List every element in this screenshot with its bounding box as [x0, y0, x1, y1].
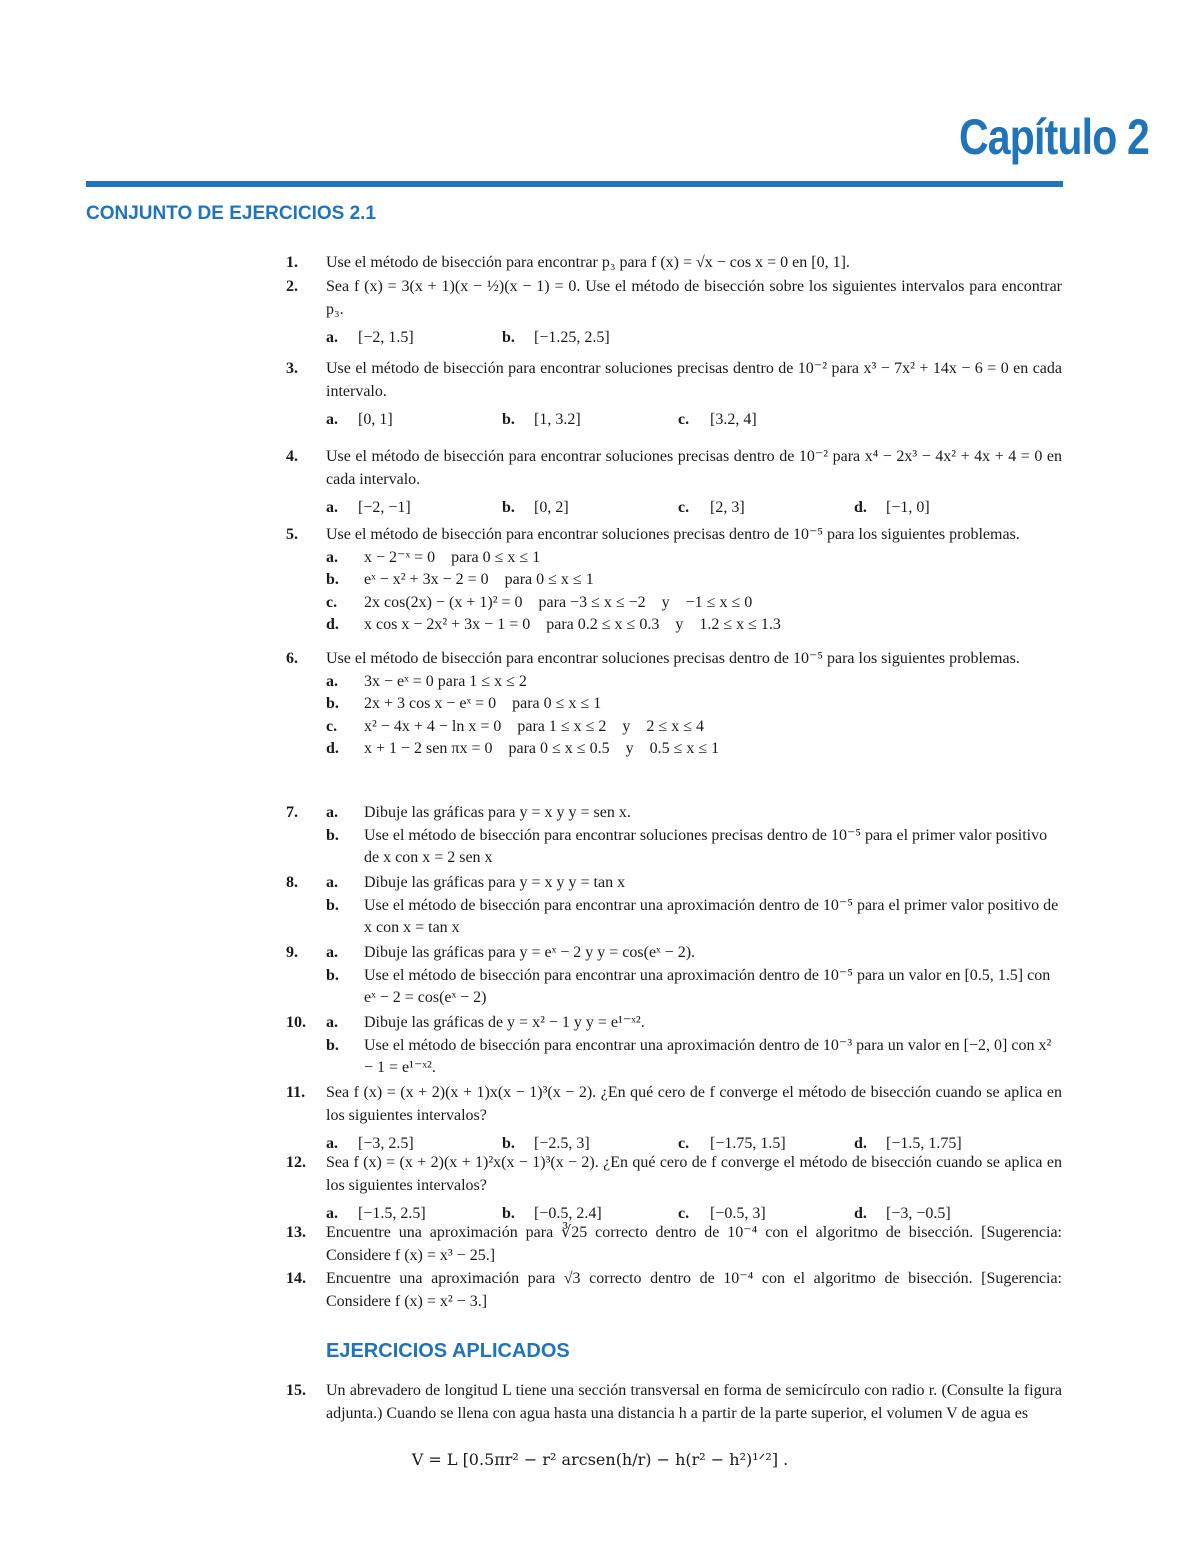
sub-letter: d.	[326, 740, 339, 757]
sub-equation: x + 1 − 2 sen πx = 0 para 0 ≤ x ≤ 0.5 y 0.5 ≤ x ≤ 1	[364, 740, 720, 757]
title-rule	[86, 181, 1063, 187]
option-interval: [0, 2]	[534, 499, 569, 516]
exercise-text: Encuentre una aproximación para ∛25 correcto dentro de 10⁻⁴ con el algoritmo de bisección. [Sugerencia: Considere f (x) = x³ − 25.]	[326, 1224, 1062, 1264]
exercise-number: 7.	[286, 804, 298, 821]
option-interval: [1, 3.2]	[534, 411, 581, 428]
exercise-text: Encuentre una aproximación para √3 correcto dentro de 10⁻⁴ con el algoritmo de bisección. [Sugerencia: Considere f (x) = x² − 3.]	[326, 1270, 1062, 1310]
exercise-1	[286, 252, 1062, 275]
part-letter: a.	[326, 1014, 338, 1031]
sub-equation: 3x − eˣ = 0 para 1 ≤ x ≤ 2	[364, 672, 527, 690]
part-letter: b.	[326, 1036, 339, 1054]
option-letter: b.	[502, 411, 515, 428]
sub-equation: 2x + 3 cos x − eˣ = 0 para 0 ≤ x ≤ 1	[364, 695, 602, 712]
applied-heading: EJERCICIOS APLICADOS	[326, 1340, 570, 1362]
exercise-part	[326, 825, 1062, 870]
sub-equation: 2x cos(2x) − (x + 1)² = 0 para −3 ≤ x ≤ −2 y −1 ≤ x ≤ 0	[364, 593, 753, 611]
sub-problem	[326, 614, 1062, 637]
part-text: Dibuje las gráficas para y = eˣ − 2 y y = cos(eˣ − 2).	[364, 944, 696, 961]
exercise-number: 4.	[286, 448, 298, 465]
interval-option	[326, 327, 502, 350]
exercise-part	[326, 1012, 1062, 1035]
exercise-number: 14.	[286, 1270, 306, 1287]
exercise-5	[286, 524, 1062, 637]
sub-letter: b.	[326, 571, 339, 588]
exercise-number: 11.	[286, 1084, 306, 1101]
option-letter: c.	[678, 1205, 690, 1222]
sub-letter: a.	[326, 548, 338, 566]
option-letter: a.	[326, 499, 338, 516]
chapter-title: Capítulo 2	[959, 109, 1149, 165]
interval-option	[502, 409, 678, 432]
exercise-number: 2.	[286, 278, 298, 295]
sub-equation: x − 2⁻ˣ = 0 para 0 ≤ x ≤ 1	[364, 548, 541, 566]
exercise-number: 15.	[286, 1382, 306, 1399]
exercise-number: 8.	[286, 874, 298, 891]
option-interval: [2, 3]	[710, 499, 745, 516]
interval-option	[678, 497, 854, 520]
exercise-text: Sea f (x) = 3(x + 1)(x − ½)(x − 1) = 0. Use el método de bisección sobre los siguientes intervalos para encontrar p₃.	[326, 278, 1062, 318]
exercise-part	[326, 802, 1062, 825]
part-letter: a.	[326, 874, 338, 891]
option-letter: a.	[326, 411, 338, 428]
sub-problem	[326, 569, 1062, 592]
option-letter: c.	[678, 499, 690, 516]
option-interval: [−1.5, 1.75]	[886, 1135, 962, 1152]
part-letter: b.	[326, 966, 339, 984]
interval-option	[502, 327, 678, 350]
option-interval: [−1.75, 1.5]	[710, 1135, 786, 1152]
option-letter: a.	[326, 1135, 338, 1152]
exercise-part	[326, 872, 1062, 895]
exercise-number: 6.	[286, 650, 298, 667]
exercise-11	[286, 1082, 1062, 1156]
sub-letter: a.	[326, 672, 338, 690]
sub-equation: x² − 4x + 4 − ln x = 0 para 1 ≤ x ≤ 2 y 2 ≤ x ≤ 4	[364, 717, 704, 735]
option-interval: [−2, −1]	[358, 499, 411, 516]
option-interval: [−1.25, 2.5]	[534, 329, 610, 346]
exercise-number: 9.	[286, 944, 298, 961]
interval-option	[326, 497, 502, 520]
sub-letter: d.	[326, 616, 339, 633]
option-letter: d.	[854, 1135, 867, 1152]
sub-problem	[326, 547, 1062, 570]
exercise-number: 1.	[286, 254, 298, 271]
formula-15: V = L [0.5πr² − r² arcsen(h/r) − h(r² − h²)¹ᐟ²] .	[411, 1450, 789, 1469]
exercise-text: Sea f (x) = (x + 2)(x + 1)x(x − 1)³(x − 2). ¿En qué cero de f converge el método de bisección cuando se aplica en los siguientes intervalos?	[326, 1084, 1062, 1124]
sub-problem	[326, 738, 1062, 761]
exercise-7	[286, 802, 1062, 870]
part-letter: a.	[326, 804, 338, 821]
sub-problem	[326, 671, 1062, 694]
sub-problem	[326, 592, 1062, 615]
option-letter: b.	[502, 499, 515, 516]
part-text: Use el método de bisección para encontrar soluciones precisas dentro de 10⁻⁵ para el primer valor positivo de x con x = 2 sen x	[364, 826, 1048, 866]
exercise-part	[326, 965, 1062, 1010]
exercise-number: 10.	[286, 1014, 306, 1031]
part-text: Use el método de bisección para encontrar una aproximación dentro de 10⁻³ para un valor en [−2, 0] con x² − 1 = e¹⁻ˣ².	[364, 1036, 1052, 1076]
part-text: Use el método de bisección para encontrar una aproximación dentro de 10⁻⁵ para un valor en [0.5, 1.5] con eˣ − 2 = cos(eˣ − 2)	[364, 966, 1051, 1006]
exercise-12	[286, 1152, 1062, 1226]
exercise-text: Use el método de bisección para encontrar soluciones precisas dentro de 10⁻² para x⁴ − 2x³ − 4x² + 4x + 4 = 0 en cada intervalo.	[326, 448, 1062, 488]
sub-problem	[326, 716, 1062, 739]
option-interval: [−2.5, 3]	[534, 1135, 590, 1152]
part-text: Dibuje las gráficas para y = x y y = sen x.	[364, 804, 631, 821]
option-letter: a.	[326, 1205, 338, 1222]
exercise-8	[286, 872, 1062, 940]
part-letter: b.	[326, 896, 339, 914]
interval-option	[502, 497, 678, 520]
exercise-15	[286, 1380, 1062, 1425]
part-text: Dibuje las gráficas de y = x² − 1 y y = e¹⁻ˣ².	[364, 1014, 645, 1031]
option-letter: d.	[854, 1205, 867, 1222]
option-letter: b.	[502, 329, 515, 346]
exercise-part	[326, 1035, 1062, 1080]
exercise-9	[286, 942, 1062, 1010]
exercise-6	[286, 648, 1062, 761]
exercise-10	[286, 1012, 1062, 1080]
sub-equation: x cos x − 2x² + 3x − 1 = 0 para 0.2 ≤ x ≤ 0.3 y 1.2 ≤ x ≤ 1.3	[364, 616, 781, 633]
option-interval: [−3, 2.5]	[358, 1135, 414, 1152]
option-letter: a.	[326, 329, 338, 346]
exercise-text: Use el método de bisección para encontrar soluciones precisas dentro de 10⁻² para x³ − 7x² + 14x − 6 = 0 en cada intervalo.	[326, 360, 1062, 400]
section-heading: CONJUNTO DE EJERCICIOS 2.1	[86, 203, 377, 224]
sub-equation: eˣ − x² + 3x − 2 = 0 para 0 ≤ x ≤ 1	[364, 571, 594, 588]
option-letter: b.	[502, 1135, 515, 1152]
exercise-number: 12.	[286, 1154, 306, 1171]
part-letter: a.	[326, 944, 338, 961]
option-interval: [0, 1]	[358, 411, 393, 428]
option-interval: [3.2, 4]	[710, 411, 757, 428]
interval-option	[678, 409, 854, 432]
interval-options	[326, 497, 1062, 520]
interval-options	[326, 409, 1062, 432]
interval-option	[326, 409, 502, 432]
option-interval: [−1, 0]	[886, 499, 930, 516]
option-interval: [−1.5, 2.5]	[358, 1205, 426, 1222]
interval-option	[854, 497, 1030, 520]
exercise-text: Use el método de bisección para encontrar soluciones precisas dentro de 10⁻⁵ para los siguientes problemas.	[326, 650, 1020, 667]
exercise-number: 3.	[286, 360, 298, 377]
interval-options	[326, 327, 1062, 350]
exercise-14	[286, 1268, 1062, 1313]
exercise-text: Use el método de bisección para encontrar p₃ para f (x) = √x − cos x = 0 en [0, 1].	[326, 254, 850, 271]
sub-letter: c.	[326, 593, 338, 611]
option-letter: d.	[854, 499, 867, 516]
exercise-2	[286, 276, 1062, 350]
part-letter: b.	[326, 826, 339, 844]
option-letter: c.	[678, 1135, 690, 1152]
exercise-4	[286, 446, 1062, 520]
exercise-text: Sea f (x) = (x + 2)(x + 1)²x(x − 1)³(x − 2). ¿En qué cero de f converge el método de bisección cuando se aplica en los siguientes intervalos?	[326, 1154, 1062, 1194]
option-letter: b.	[502, 1205, 515, 1222]
sub-problem	[326, 693, 1062, 716]
sub-letter: c.	[326, 717, 338, 735]
exercise-text: Un abrevadero de longitud L tiene una sección transversal en forma de semicírculo con radio r. (Consulte la figura adjunta.) Cuando se llena con agua hasta una distancia h a partir de la parte superior, el volumen V de agua es	[326, 1382, 1062, 1422]
part-text: Dibuje las gráficas para y = x y y = tan x	[364, 874, 626, 891]
option-interval: [−0.5, 3]	[710, 1205, 766, 1222]
option-interval: [−0.5, 2.4]	[534, 1205, 602, 1222]
option-interval: [−2, 1.5]	[358, 329, 414, 346]
option-letter: c.	[678, 411, 690, 428]
option-interval: [−3, −0.5]	[886, 1205, 951, 1222]
exercise-text: Use el método de bisección para encontrar soluciones precisas dentro de 10⁻⁵ para los siguientes problemas.	[326, 526, 1020, 543]
exercise-13	[286, 1222, 1062, 1267]
exercise-number: 13.	[286, 1224, 306, 1241]
exercise-part	[326, 942, 1062, 965]
sub-letter: b.	[326, 695, 339, 712]
exercise-part	[326, 895, 1062, 940]
exercise-3	[286, 358, 1062, 432]
part-text: Use el método de bisección para encontrar una aproximación dentro de 10⁻⁵ para el primer valor positivo de x con x = tan x	[364, 896, 1059, 936]
exercise-number: 5.	[286, 526, 298, 543]
